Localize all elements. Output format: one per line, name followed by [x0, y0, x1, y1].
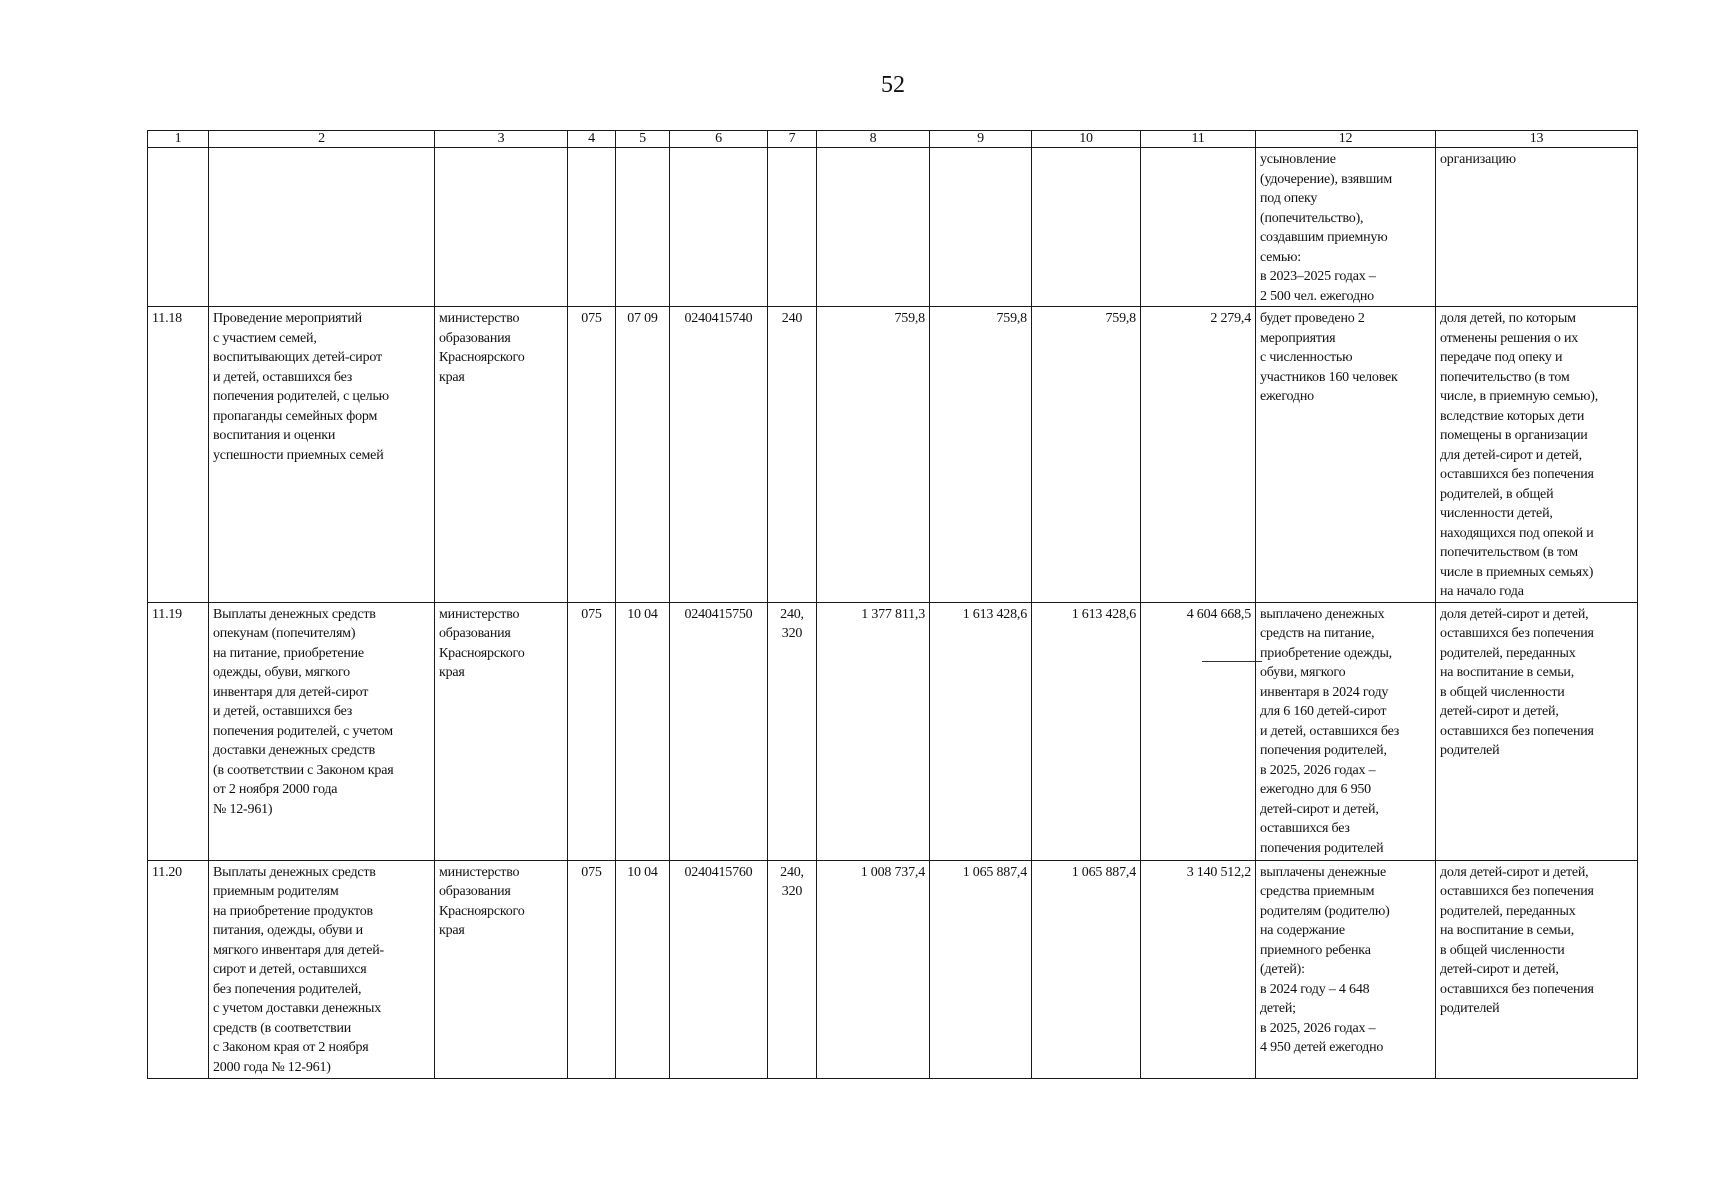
cell-indicator: доля детей-сирот и детей, оставшихся без попечения родителей, переданных на воспитание в семьи, в общей численности детей-сирот и детей, оставшихся без попечения родителей — [1436, 602, 1638, 860]
cell-section-code: 07 09 — [616, 307, 670, 603]
header-col-3: 3 — [435, 131, 568, 148]
header-col-6: 6 — [670, 131, 768, 148]
cell-amount-total — [1141, 148, 1256, 307]
header-col-11: 11 — [1141, 131, 1256, 148]
header-row — [148, 131, 1638, 148]
page-number: 52 — [881, 72, 905, 98]
cell-administrator: министерство образования Красноярского края — [435, 307, 568, 603]
cell-amount-total: 4 604 668,5 — [1141, 602, 1256, 860]
cell-amount-year-3: 1 065 887,4 — [1032, 860, 1141, 1078]
header-col-5: 5 — [616, 131, 670, 148]
cell-expense-type: 240, 320 — [768, 602, 817, 860]
cell-target-code: 0240415750 — [670, 602, 768, 860]
cell-section-code: 10 04 — [616, 602, 670, 860]
cell-grbs-code: 075 — [568, 602, 616, 860]
header-col-9: 9 — [930, 131, 1032, 148]
cell-item-number: 11.19 — [148, 602, 209, 860]
cell-expected-result: выплачены денежные средства приемным родителям (родителю) на содержание приемного ребенка (детей): в 2024 году – 4 648 детей; в 2025, 2026 годах – 4 950 детей ежегодно — [1256, 860, 1436, 1078]
cell-expected-result: усыновление (удочерение), взявшим под опеку (попечительство), создавшим приемную семью: в 2023–2025 годах – 2 500 чел. ежегодно — [1256, 148, 1436, 307]
header-col-12: 12 — [1256, 131, 1436, 148]
cell-target-code: 0240415760 — [670, 860, 768, 1078]
cell-amount-year-1: 759,8 — [817, 307, 930, 603]
cell-item-number: 11.20 — [148, 860, 209, 1078]
cell-indicator: доля детей-сирот и детей, оставшихся без попечения родителей, переданных на воспитание в семьи, в общей численности детей-сирот и детей, оставшихся без попечения родителей — [1436, 860, 1638, 1078]
cell-amount-year-2: 1 065 887,4 — [930, 860, 1032, 1078]
cell-indicator: организацию — [1436, 148, 1638, 307]
cell-amount-total: 3 140 512,2 — [1141, 860, 1256, 1078]
header-col-13: 13 — [1436, 131, 1638, 148]
header-col-7: 7 — [768, 131, 817, 148]
cell-activity: Выплаты денежных средств приемным родителям на приобретение продуктов питания, одежды, обуви и мягкого инвентаря для детей- сирот и детей, оставшихся без попечения родителей, с учетом доставки денежных средств (в соответствии с Законом края от 2 ноября 2000 года № 12-961) — [209, 860, 435, 1078]
cell-amount-year-3: 759,8 — [1032, 307, 1141, 603]
cell-amount-year-2: 759,8 — [930, 307, 1032, 603]
cell-amount-year-1 — [817, 148, 930, 307]
cell-section-code — [616, 148, 670, 307]
cell-item-number — [148, 148, 209, 307]
cell-amount-total: 2 279,4 — [1141, 307, 1256, 603]
header-col-1: 1 — [148, 131, 209, 148]
cell-target-code: 0240415740 — [670, 307, 768, 603]
cell-administrator — [435, 148, 568, 307]
cell-activity: Выплаты денежных средств опекунам (попечителям) на питание, приобретение одежды, обуви, мягкого инвентаря для детей-сирот и детей, оставшихся без попечения родителей, с учетом доставки денежных средств (в соответствии с Законом края от 2 ноября 2000 года № 12-961) — [209, 602, 435, 860]
cell-indicator: доля детей, по которым отменены решения о их передаче под опеку и попечительство (в том числе, в приемную семью), вследствие которых дети помещены в организации для детей-сирот и детей, оставшихся без попечения родителей, в общей численности детей, находящихся под опекой и попечительством (в том числе в приемных семьях) на начало года — [1436, 307, 1638, 603]
cell-amount-year-2 — [930, 148, 1032, 307]
table-row-continuation — [148, 148, 1638, 307]
cell-amount-year-2: 1 613 428,6 — [930, 602, 1032, 860]
table-row-11-19 — [148, 602, 1638, 860]
cell-amount-year-3: 1 613 428,6 — [1032, 602, 1141, 860]
cell-target-code — [670, 148, 768, 307]
cell-expense-type: 240 — [768, 307, 817, 603]
cell-grbs-code: 075 — [568, 307, 616, 603]
cell-grbs-code: 075 — [568, 860, 616, 1078]
cell-section-code: 10 04 — [616, 860, 670, 1078]
cell-expected-result: будет проведено 2 мероприятия с численностью участников 160 человек ежегодно — [1256, 307, 1436, 603]
header-col-8: 8 — [817, 131, 930, 148]
header-col-4: 4 — [568, 131, 616, 148]
cell-activity: Проведение мероприятий с участием семей, воспитывающих детей-сирот и детей, оставшихся без попечения родителей, с целью пропаганды семейных форм воспитания и оценки успешности приемных семей — [209, 307, 435, 603]
cell-expense-type — [768, 148, 817, 307]
cell-amount-year-1: 1 377 811,3 — [817, 602, 930, 860]
cell-expense-type: 240, 320 — [768, 860, 817, 1078]
cell-grbs-code — [568, 148, 616, 307]
cell-activity — [209, 148, 435, 307]
table-row-11-18 — [148, 307, 1638, 603]
header-col-10: 10 — [1032, 131, 1141, 148]
table-row-11-20 — [148, 860, 1638, 1078]
cell-administrator: министерство образования Красноярского края — [435, 602, 568, 860]
header-col-2: 2 — [209, 131, 435, 148]
cell-amount-year-1: 1 008 737,4 — [817, 860, 930, 1078]
cell-expected-result: выплачено денежных средств на питание, приобретение одежды, обуви, мягкого инвентаря в 2024 году для 6 160 детей-сирот и детей, оставшихся без попечения родителей, в 2025, 2026 годах – ежегодно для 6 950 детей-сирот и детей, оставшихся без попечения родителей — [1256, 602, 1436, 860]
cell-amount-year-3 — [1032, 148, 1141, 307]
cell-item-number: 11.18 — [148, 307, 209, 603]
cell-administrator: министерство образования Красноярского края — [435, 860, 568, 1078]
budget-table — [147, 130, 1638, 1079]
